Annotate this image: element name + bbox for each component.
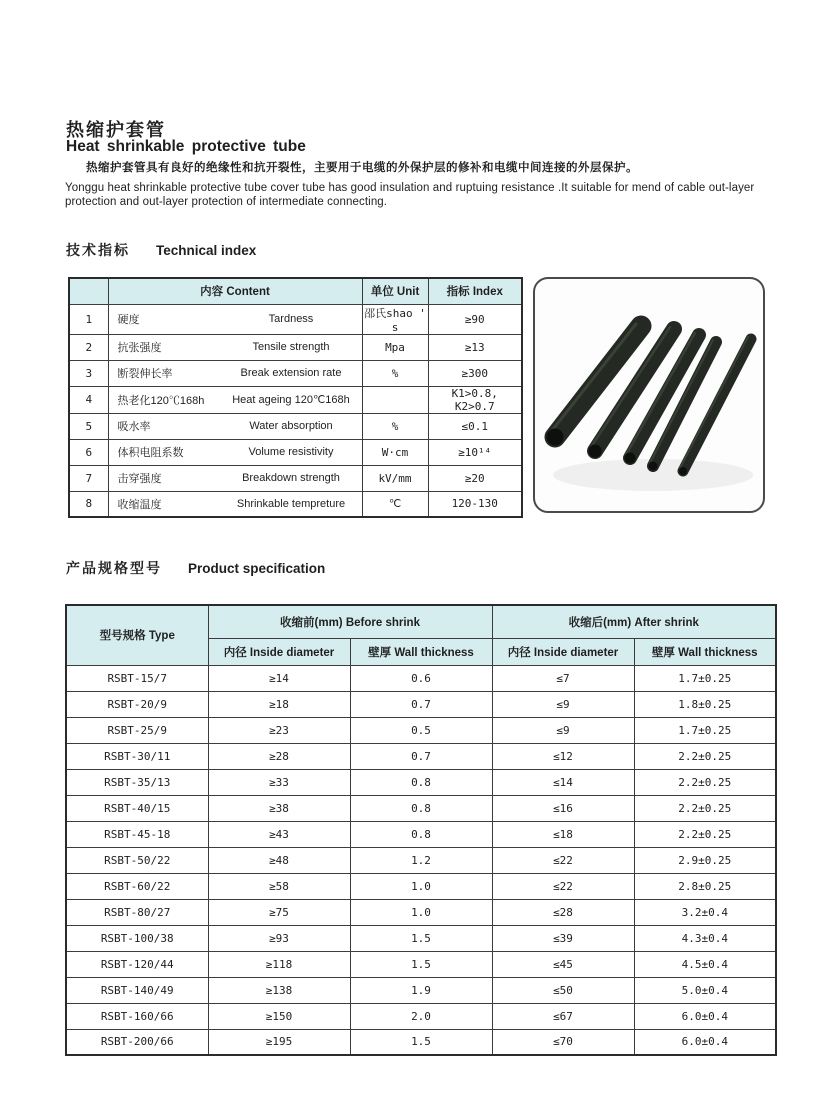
- unit-value: %: [362, 360, 428, 386]
- inside-diameter-after: ≤12: [492, 743, 634, 769]
- specification-table-row: [66, 847, 776, 873]
- inside-diameter-after: ≤67: [492, 1003, 634, 1029]
- wall-thickness-after: 2.2±0.25: [634, 743, 776, 769]
- wall-thickness-before: 1.9: [350, 977, 492, 1003]
- model-type: RSBT-40/15: [66, 795, 208, 821]
- technical-table-row: [69, 465, 522, 491]
- inside-diameter-before: ≥118: [208, 951, 350, 977]
- wall-thickness-before: 0.7: [350, 743, 492, 769]
- property-name-zh: 收缩温度: [117, 498, 162, 511]
- specification-table-row: [66, 873, 776, 899]
- product-photo: [533, 277, 765, 513]
- inside-diameter-before: ≥93: [208, 925, 350, 951]
- property-name-zh: 吸水率: [117, 421, 151, 433]
- column-header-before-shrink: 收缩前(mm) Before shrink: [208, 605, 492, 638]
- property-name-zh: 体积电阻系数: [117, 447, 184, 459]
- model-type: RSBT-80/27: [66, 899, 208, 925]
- row-number: 1: [69, 304, 108, 334]
- model-type: RSBT-20/9: [66, 691, 208, 717]
- index-value: ≥300: [428, 360, 522, 386]
- property-name-zh: 热老化120℃168h: [117, 394, 205, 407]
- wall-thickness-before: 1.5: [350, 951, 492, 977]
- inside-diameter-before: ≥43: [208, 821, 350, 847]
- inside-diameter-before: ≥150: [208, 1003, 350, 1029]
- wall-thickness-before: 1.2: [350, 847, 492, 873]
- specification-table-row: [66, 951, 776, 977]
- wall-thickness-before: 1.5: [350, 925, 492, 951]
- specification-heading-zh: 产品规格型号: [66, 560, 162, 576]
- index-value: K1>0.8, K2>0.7: [428, 386, 522, 413]
- page-title-zh: 热缩护套管: [66, 120, 166, 140]
- specification-table-row: [66, 977, 776, 1003]
- model-type: RSBT-15/7: [66, 665, 208, 691]
- tube-3-opening: [625, 453, 636, 464]
- specification-table-row: [66, 717, 776, 743]
- index-value: ≥13: [428, 334, 522, 360]
- property-name-en: Break extension rate: [240, 367, 342, 379]
- inside-diameter-after: ≤22: [492, 847, 634, 873]
- index-value: ≥90: [428, 304, 522, 334]
- specification-table-row: [66, 691, 776, 717]
- technical-table-row: [69, 386, 522, 413]
- property-cell: [108, 491, 362, 517]
- technical-heading-zh: 技术指标: [66, 242, 130, 258]
- inside-diameter-before: ≥23: [208, 717, 350, 743]
- property-cell: [108, 386, 362, 413]
- unit-value: %: [362, 413, 428, 439]
- specification-table-row: [66, 665, 776, 691]
- wall-thickness-after: 4.5±0.4: [634, 951, 776, 977]
- inside-diameter-after: ≤28: [492, 899, 634, 925]
- inside-diameter-after: ≤7: [492, 665, 634, 691]
- inside-diameter-before: ≥38: [208, 795, 350, 821]
- unit-value: ℃: [362, 491, 428, 517]
- wall-thickness-after: 2.2±0.25: [634, 795, 776, 821]
- column-header-wall-thickness-before: 壁厚 Wall thickness: [350, 638, 492, 665]
- technical-table-row: [69, 360, 522, 386]
- row-number: 8: [69, 491, 108, 517]
- property-cell: [108, 439, 362, 465]
- column-header-content: 内容 Content: [108, 278, 362, 304]
- index-value: ≥20: [428, 465, 522, 491]
- wall-thickness-before: 0.8: [350, 821, 492, 847]
- technical-table-row: [69, 334, 522, 360]
- inside-diameter-after: ≤14: [492, 769, 634, 795]
- model-type: RSBT-120/44: [66, 951, 208, 977]
- inside-diameter-before: ≥33: [208, 769, 350, 795]
- wall-thickness-after: 1.7±0.25: [634, 717, 776, 743]
- property-name-zh: 抗张强度: [117, 342, 162, 354]
- property-name-zh: 断裂伸长率: [117, 368, 173, 380]
- specification-table-row: [66, 1029, 776, 1055]
- specification-table: [65, 604, 777, 1056]
- property-name-en: Tensile strength: [252, 341, 330, 353]
- wall-thickness-after: 1.7±0.25: [634, 665, 776, 691]
- model-type: RSBT-160/66: [66, 1003, 208, 1029]
- shrink-tubes-image: [535, 279, 763, 511]
- index-value: ≥10¹⁴: [428, 439, 522, 465]
- row-number: 4: [69, 386, 108, 413]
- wall-thickness-after: 2.9±0.25: [634, 847, 776, 873]
- property-name-en: Shrinkable tempreture: [236, 497, 346, 510]
- property-cell: [108, 413, 362, 439]
- tube-2-opening: [589, 445, 602, 458]
- wall-thickness-after: 4.3±0.4: [634, 925, 776, 951]
- wall-thickness-before: 1.0: [350, 899, 492, 925]
- specification-header-row-1: [66, 605, 776, 638]
- wall-thickness-before: 0.6: [350, 665, 492, 691]
- property-name-zh: 击穿强度: [117, 473, 162, 485]
- wall-thickness-before: 0.8: [350, 795, 492, 821]
- column-header-type: 型号规格 Type: [66, 605, 208, 665]
- inside-diameter-after: ≤9: [492, 691, 634, 717]
- row-number: 5: [69, 413, 108, 439]
- specification-table-row: [66, 769, 776, 795]
- inside-diameter-after: ≤50: [492, 977, 634, 1003]
- wall-thickness-after: 5.0±0.4: [634, 977, 776, 1003]
- wall-thickness-after: 1.8±0.25: [634, 691, 776, 717]
- model-type: RSBT-200/66: [66, 1029, 208, 1055]
- technical-table-row: [69, 439, 522, 465]
- wall-thickness-after: 6.0±0.4: [634, 1003, 776, 1029]
- inside-diameter-after: ≤18: [492, 821, 634, 847]
- column-header-unit: 单位 Unit: [362, 278, 428, 304]
- wall-thickness-before: 1.5: [350, 1029, 492, 1055]
- column-header-inside-diameter-before: 内径 Inside diameter: [208, 638, 350, 665]
- unit-value: [362, 386, 428, 413]
- specification-table-row: [66, 821, 776, 847]
- unit-value: kV/mm: [362, 465, 428, 491]
- property-cell: [108, 304, 362, 334]
- model-type: RSBT-50/22: [66, 847, 208, 873]
- specification-heading-en: Product specification: [188, 561, 326, 576]
- column-header-after-shrink: 收缩后(mm) After shrink: [492, 605, 776, 638]
- model-type: RSBT-140/49: [66, 977, 208, 1003]
- unit-value: W·cm: [362, 439, 428, 465]
- property-name-en: Volume resistivity: [248, 446, 334, 458]
- inside-diameter-before: ≥28: [208, 743, 350, 769]
- wall-thickness-after: 2.2±0.25: [634, 769, 776, 795]
- column-header-wall-thickness-after: 壁厚 Wall thickness: [634, 638, 776, 665]
- specification-table-row: [66, 795, 776, 821]
- wall-thickness-after: 6.0±0.4: [634, 1029, 776, 1055]
- inside-diameter-before: ≥58: [208, 873, 350, 899]
- property-cell: [108, 360, 362, 386]
- inside-diameter-after: ≤70: [492, 1029, 634, 1055]
- inside-diameter-before: ≥195: [208, 1029, 350, 1055]
- index-value: ≤0.1: [428, 413, 522, 439]
- product-specification-heading: [66, 558, 325, 578]
- inside-diameter-after: ≤45: [492, 951, 634, 977]
- specification-table-row: [66, 925, 776, 951]
- model-type: RSBT-45-18: [66, 821, 208, 847]
- tube-4-opening: [649, 462, 658, 471]
- inside-diameter-after: ≤16: [492, 795, 634, 821]
- inside-diameter-after: ≤39: [492, 925, 634, 951]
- column-header-inside-diameter-after: 内径 Inside diameter: [492, 638, 634, 665]
- row-number: 6: [69, 439, 108, 465]
- column-header-blank: [69, 278, 108, 304]
- tube-5-opening: [679, 467, 687, 475]
- wall-thickness-before: 0.8: [350, 769, 492, 795]
- description-zh: 热缩护套管具有良好的绝缘性和抗开裂性，主要用于电缆的外保护层的修补和电缆中间连接的外层保护。: [86, 162, 638, 174]
- description: [65, 161, 779, 209]
- property-name-en: Water absorption: [249, 420, 333, 432]
- inside-diameter-before: ≥48: [208, 847, 350, 873]
- model-type: RSBT-100/38: [66, 925, 208, 951]
- model-type: RSBT-35/13: [66, 769, 208, 795]
- property-name-en: Tardness: [268, 313, 314, 325]
- wall-thickness-before: 1.0: [350, 873, 492, 899]
- inside-diameter-before: ≥138: [208, 977, 350, 1003]
- wall-thickness-before: 0.5: [350, 717, 492, 743]
- wall-thickness-after: 3.2±0.4: [634, 899, 776, 925]
- wall-thickness-before: 0.7: [350, 691, 492, 717]
- inside-diameter-after: ≤22: [492, 873, 634, 899]
- specification-table-row: [66, 743, 776, 769]
- row-number: 7: [69, 465, 108, 491]
- wall-thickness-after: 2.8±0.25: [634, 873, 776, 899]
- specification-table-row: [66, 1003, 776, 1029]
- row-number: 2: [69, 334, 108, 360]
- inside-diameter-before: ≥75: [208, 899, 350, 925]
- unit-value: 邵氏shao ' s: [362, 304, 428, 334]
- model-type: RSBT-30/11: [66, 743, 208, 769]
- technical-table-row: [69, 304, 522, 334]
- technical-index-heading: [66, 240, 256, 260]
- property-name-en: Breakdown strength: [242, 472, 340, 484]
- technical-heading-en: Technical index: [156, 243, 257, 258]
- inside-diameter-before: ≥18: [208, 691, 350, 717]
- technical-table-row: [69, 413, 522, 439]
- model-type: RSBT-60/22: [66, 873, 208, 899]
- page-title-en: Heat shrinkable protective tube: [66, 138, 306, 155]
- property-cell: [108, 465, 362, 491]
- column-header-index: 指标 Index: [428, 278, 522, 304]
- tube-1: [555, 326, 641, 437]
- technical-header-row: [69, 278, 522, 304]
- model-type: RSBT-25/9: [66, 717, 208, 743]
- property-cell: [108, 334, 362, 360]
- wall-thickness-after: 2.2±0.25: [634, 821, 776, 847]
- description-en: Yonggu heat shrinkable protective tube cover tube has good insulation and ruptuing resistance .It suitable for mend of cable out-layer protection and out-layer protection of intermediate connecting.: [65, 182, 755, 208]
- index-value: 120-130: [428, 491, 522, 517]
- row-number: 3: [69, 360, 108, 386]
- unit-value: Mpa: [362, 334, 428, 360]
- wall-thickness-before: 2.0: [350, 1003, 492, 1029]
- property-name-en: Heat ageing 120℃168h: [232, 394, 350, 406]
- technical-table-row: [69, 491, 522, 517]
- specification-table-row: [66, 899, 776, 925]
- property-name-zh: 硬度: [117, 314, 140, 326]
- tube-1-opening: [547, 429, 564, 446]
- inside-diameter-after: ≤9: [492, 717, 634, 743]
- inside-diameter-before: ≥14: [208, 665, 350, 691]
- technical-index-table: [68, 277, 523, 518]
